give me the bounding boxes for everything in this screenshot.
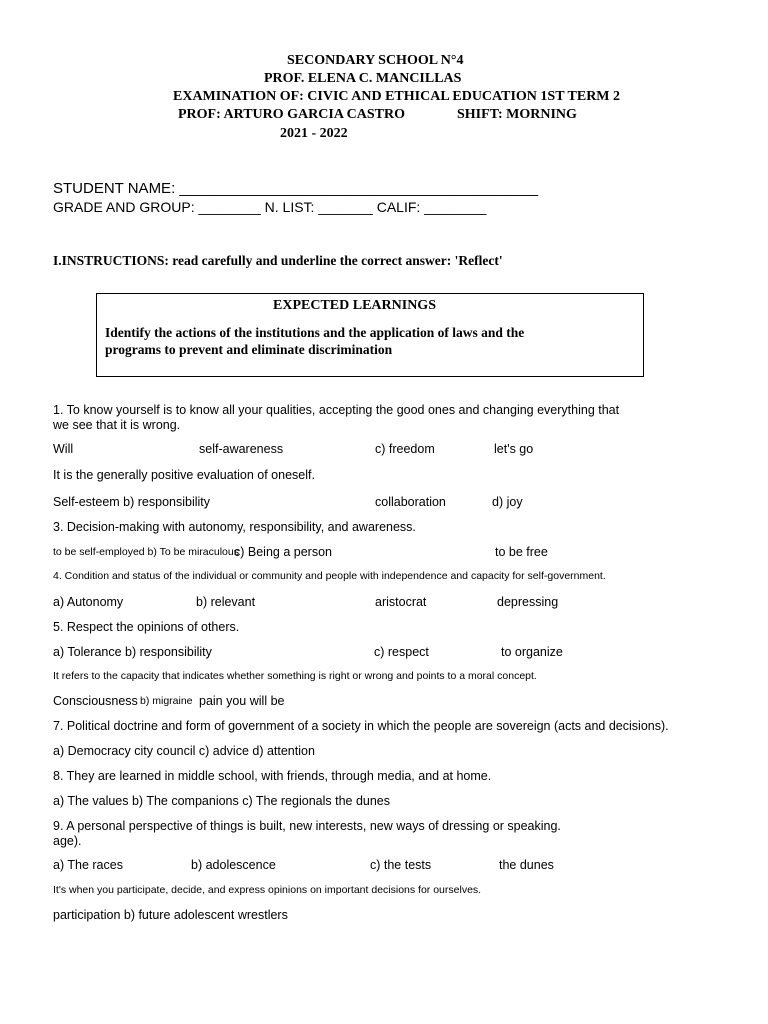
teacher-name: PROF: ARTURO GARCIA CASTRO — [178, 107, 406, 122]
question-1-option: let's go — [494, 442, 534, 456]
question-9-option: c) the tests — [370, 858, 432, 872]
question-3-text: 3. Decision-making with autonomy, responsibility, and awareness. — [53, 520, 416, 534]
expected-learnings-line-2: programs to prevent and eliminate discrimination — [105, 342, 393, 357]
question-5-option: to organize — [501, 645, 563, 659]
question-6-text: It refers to the capacity that indicates whether something is right or wrong and points to a moral concept. — [53, 670, 537, 682]
question-1-text-cont: we see that it is wrong. — [53, 418, 181, 432]
question-10-option: participation b) future adolescent wrestlers — [53, 908, 288, 922]
school-year: 2021 - 2022 — [280, 126, 348, 141]
principal-name: PROF. ELENA C. MANCILLAS — [264, 71, 462, 86]
question-9-option: the dunes — [499, 858, 554, 872]
question-8-text: 8. They are learned in middle school, with friends, through media, and at home. — [53, 769, 492, 783]
question-6-option: pain you will be — [199, 694, 285, 708]
question-9-text-cont: age). — [53, 834, 82, 848]
instructions: I.INSTRUCTIONS: read carefully and underline the correct answer: 'Reflect' — [53, 253, 503, 268]
question-10-text: It's when you participate, decide, and express opinions on important decisions for ourselves. — [53, 884, 482, 896]
school-name: SECONDARY SCHOOL N°4 — [287, 53, 464, 68]
question-9-option: b) adolescence — [191, 858, 276, 872]
question-2-option: collaboration — [375, 495, 446, 509]
question-7-text: 7. Political doctrine and form of government of a society in which the people are sovereign (acts and decisions). — [53, 719, 669, 733]
question-6-option: Consciousness — [53, 694, 138, 708]
expected-learnings-title: EXPECTED LEARNINGS — [273, 298, 436, 313]
question-5-option: c) respect — [374, 645, 429, 659]
question-6-option: b) migraine — [140, 695, 193, 707]
question-3-option: to be self-employed b) To be miraculous — [53, 546, 239, 558]
student-name-line: STUDENT NAME: ___________________________________________ — [53, 180, 539, 197]
question-4-text: 4. Condition and status of the individual or community and people with independence and capacity for self-government. — [53, 570, 606, 582]
question-4-option: aristocrat — [375, 595, 427, 609]
question-7-option: a) Democracy city council c) advice d) attention — [53, 744, 315, 758]
question-2-text: It is the generally positive evaluation of oneself. — [53, 468, 315, 482]
question-9-text: 9. A personal perspective of things is built, new interests, new ways of dressing or speaking. — [53, 819, 561, 833]
question-9-option: a) The races — [53, 858, 123, 872]
question-4-option: b) relevant — [196, 595, 256, 609]
question-1-option: c) freedom — [375, 442, 435, 456]
question-4-option: a) Autonomy — [53, 595, 124, 609]
question-1-option: self-awareness — [199, 442, 284, 456]
question-5-option: a) Tolerance b) responsibility — [53, 645, 212, 659]
question-8-option: a) The values b) The companions c) The regionals the dunes — [53, 794, 391, 808]
question-3-option: c) Being a person — [234, 545, 332, 559]
expected-learnings-box — [96, 293, 644, 377]
question-2-option: Self-esteem b) responsibility — [53, 495, 211, 509]
shift: SHIFT: MORNING — [457, 107, 577, 122]
expected-learnings-line-1: Identify the actions of the institutions and the application of laws and the — [105, 325, 525, 340]
question-5-text: 5. Respect the opinions of others. — [53, 620, 240, 634]
question-4-option: depressing — [497, 595, 559, 609]
grade-group-line: GRADE AND GROUP: ________ N. LIST: _______ CALIF: ________ — [53, 199, 487, 215]
question-2-option: d) joy — [492, 495, 523, 509]
question-1-text: 1. To know yourself is to know all your qualities, accepting the good ones and changing everything that — [53, 403, 620, 417]
exam-title: EXAMINATION OF: CIVIC AND ETHICAL EDUCATION 1ST TERM 2 — [173, 89, 621, 104]
question-1-option: Will — [53, 442, 74, 456]
question-3-option: to be free — [495, 545, 548, 559]
